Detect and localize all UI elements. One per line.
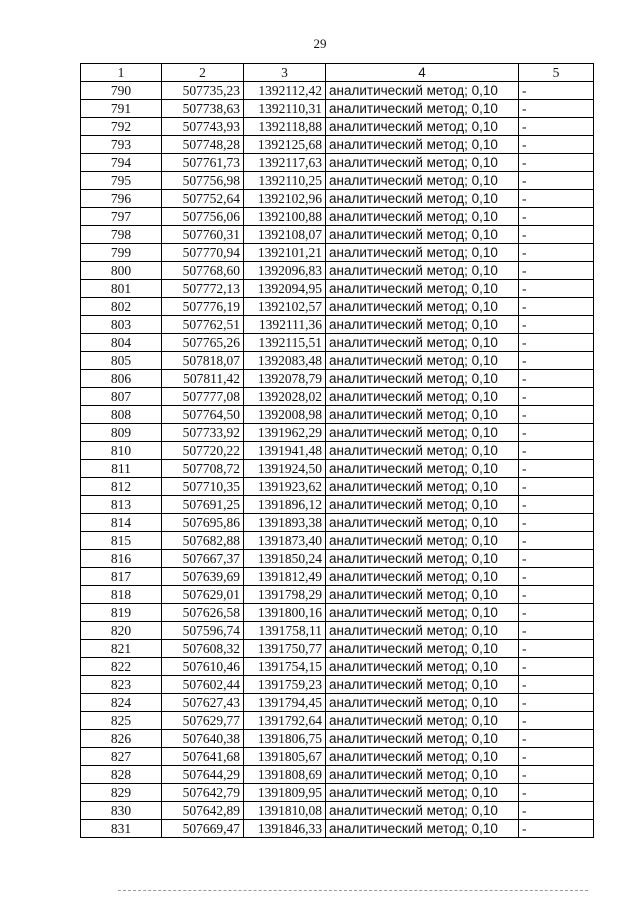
table-row bbox=[81, 748, 594, 766]
table-cell: аналитический метод; 0,10 bbox=[326, 640, 519, 658]
table-cell: аналитический метод; 0,10 bbox=[326, 568, 519, 586]
table-cell: 830 bbox=[81, 802, 162, 820]
table-cell: аналитический метод; 0,10 bbox=[326, 280, 519, 298]
table-row bbox=[81, 712, 594, 730]
table-row bbox=[81, 640, 594, 658]
table-cell: 803 bbox=[81, 316, 162, 334]
table-cell: 820 bbox=[81, 622, 162, 640]
table-row bbox=[81, 172, 594, 190]
table-cell: 1391759,23 bbox=[244, 676, 326, 694]
table-cell: 827 bbox=[81, 748, 162, 766]
table-row bbox=[81, 514, 594, 532]
table-cell: аналитический метод; 0,10 bbox=[326, 244, 519, 262]
table-row bbox=[81, 100, 594, 118]
header-cell: 5 bbox=[519, 64, 594, 82]
table-cell: 1391873,40 bbox=[244, 532, 326, 550]
table-cell: аналитический метод; 0,10 bbox=[326, 820, 519, 838]
table-cell: 507752,64 bbox=[162, 190, 244, 208]
table-cell: 804 bbox=[81, 334, 162, 352]
page-number: 29 bbox=[313, 36, 327, 51]
table-cell: аналитический метод; 0,10 bbox=[326, 172, 519, 190]
table-cell: - bbox=[519, 802, 594, 820]
table-header bbox=[81, 64, 594, 82]
table-cell: 822 bbox=[81, 658, 162, 676]
table-cell: 507682,88 bbox=[162, 532, 244, 550]
table-cell: аналитический метод; 0,10 bbox=[326, 154, 519, 172]
footer-divider bbox=[118, 890, 588, 891]
table-cell: - bbox=[519, 766, 594, 784]
table-cell: аналитический метод; 0,10 bbox=[326, 712, 519, 730]
table-cell: аналитический метод; 0,10 bbox=[326, 424, 519, 442]
table-cell: 799 bbox=[81, 244, 162, 262]
table-row bbox=[81, 658, 594, 676]
table-cell: - bbox=[519, 172, 594, 190]
table-cell: 507777,08 bbox=[162, 388, 244, 406]
table-cell: 813 bbox=[81, 496, 162, 514]
table-row bbox=[81, 262, 594, 280]
table-cell: 1392115,51 bbox=[244, 334, 326, 352]
table-cell: 825 bbox=[81, 712, 162, 730]
table-cell: - bbox=[519, 388, 594, 406]
table-cell: 507608,32 bbox=[162, 640, 244, 658]
table-row bbox=[81, 316, 594, 334]
table-row bbox=[81, 766, 594, 784]
table-cell: 1391808,69 bbox=[244, 766, 326, 784]
table-cell: - bbox=[519, 280, 594, 298]
table-cell: 507764,50 bbox=[162, 406, 244, 424]
table-cell: 1391924,50 bbox=[244, 460, 326, 478]
table-cell: 507765,26 bbox=[162, 334, 244, 352]
table-cell: 796 bbox=[81, 190, 162, 208]
table-cell: аналитический метод; 0,10 bbox=[326, 298, 519, 316]
table-row bbox=[81, 622, 594, 640]
table-cell: 507811,42 bbox=[162, 370, 244, 388]
table-cell: - bbox=[519, 568, 594, 586]
table-cell: - bbox=[519, 442, 594, 460]
table-cell: 507639,69 bbox=[162, 568, 244, 586]
table-row bbox=[81, 820, 594, 838]
table-row bbox=[81, 568, 594, 586]
table-cell: 1391850,24 bbox=[244, 550, 326, 568]
table-cell: - bbox=[519, 640, 594, 658]
table-body bbox=[81, 82, 594, 838]
table-cell: 795 bbox=[81, 172, 162, 190]
table-cell: аналитический метод; 0,10 bbox=[326, 658, 519, 676]
table-row bbox=[81, 460, 594, 478]
table-cell: - bbox=[519, 316, 594, 334]
table-cell: 809 bbox=[81, 424, 162, 442]
table-row bbox=[81, 244, 594, 262]
table-cell: 507720,22 bbox=[162, 442, 244, 460]
table-row bbox=[81, 352, 594, 370]
table-cell: - bbox=[519, 82, 594, 100]
table-cell: - bbox=[519, 208, 594, 226]
table-cell: 829 bbox=[81, 784, 162, 802]
table-cell: 507735,23 bbox=[162, 82, 244, 100]
table-row bbox=[81, 586, 594, 604]
table-cell: - bbox=[519, 352, 594, 370]
table-row bbox=[81, 424, 594, 442]
table-cell: 507642,79 bbox=[162, 784, 244, 802]
table-cell: аналитический метод; 0,10 bbox=[326, 532, 519, 550]
table-cell: - bbox=[519, 262, 594, 280]
table-cell: 507629,77 bbox=[162, 712, 244, 730]
table-cell: 808 bbox=[81, 406, 162, 424]
table-cell: 507756,06 bbox=[162, 208, 244, 226]
table-cell: 507760,31 bbox=[162, 226, 244, 244]
table-cell: 1392101,21 bbox=[244, 244, 326, 262]
table-cell: 507770,94 bbox=[162, 244, 244, 262]
table-cell: 1392111,36 bbox=[244, 316, 326, 334]
table-cell: аналитический метод; 0,10 bbox=[326, 496, 519, 514]
table-cell: 1391800,16 bbox=[244, 604, 326, 622]
table-cell: 819 bbox=[81, 604, 162, 622]
table-cell: 507602,44 bbox=[162, 676, 244, 694]
table-cell: 507708,72 bbox=[162, 460, 244, 478]
table-cell: аналитический метод; 0,10 bbox=[326, 190, 519, 208]
table-cell: 1392125,68 bbox=[244, 136, 326, 154]
table-row bbox=[81, 442, 594, 460]
table-cell: 507695,86 bbox=[162, 514, 244, 532]
table-cell: 507738,63 bbox=[162, 100, 244, 118]
table-cell: 802 bbox=[81, 298, 162, 316]
table-cell: 1392110,25 bbox=[244, 172, 326, 190]
table-row bbox=[81, 784, 594, 802]
table-cell: аналитический метод; 0,10 bbox=[326, 82, 519, 100]
table-cell: аналитический метод; 0,10 bbox=[326, 334, 519, 352]
table-row bbox=[81, 496, 594, 514]
table-cell: аналитический метод; 0,10 bbox=[326, 370, 519, 388]
table-cell: аналитический метод; 0,10 bbox=[326, 676, 519, 694]
table-cell: 507629,01 bbox=[162, 586, 244, 604]
table-cell: 1391754,15 bbox=[244, 658, 326, 676]
table-row bbox=[81, 406, 594, 424]
table-cell: 805 bbox=[81, 352, 162, 370]
table-cell: 507733,92 bbox=[162, 424, 244, 442]
table-cell: - bbox=[519, 694, 594, 712]
table-cell: 1392083,48 bbox=[244, 352, 326, 370]
table-cell: 807 bbox=[81, 388, 162, 406]
header-row bbox=[81, 64, 594, 82]
table-cell: - bbox=[519, 424, 594, 442]
table-cell: 1391758,11 bbox=[244, 622, 326, 640]
table-row bbox=[81, 226, 594, 244]
table-cell: 818 bbox=[81, 586, 162, 604]
table-cell: аналитический метод; 0,10 bbox=[326, 388, 519, 406]
table-row bbox=[81, 532, 594, 550]
table-cell: аналитический метод; 0,10 bbox=[326, 406, 519, 424]
table-cell: аналитический метод; 0,10 bbox=[326, 622, 519, 640]
table-cell: 828 bbox=[81, 766, 162, 784]
table-cell: 507626,58 bbox=[162, 604, 244, 622]
table-cell: - bbox=[519, 100, 594, 118]
table-cell: аналитический метод; 0,10 bbox=[326, 100, 519, 118]
table-cell: 1392117,63 bbox=[244, 154, 326, 172]
table-cell: 1391794,45 bbox=[244, 694, 326, 712]
table-cell: 507642,89 bbox=[162, 802, 244, 820]
table-cell: 1392094,95 bbox=[244, 280, 326, 298]
table-cell: 1392096,83 bbox=[244, 262, 326, 280]
table-cell: 507644,29 bbox=[162, 766, 244, 784]
coordinates-table bbox=[80, 63, 594, 838]
table-cell: 1391812,49 bbox=[244, 568, 326, 586]
table-cell: 1391805,67 bbox=[244, 748, 326, 766]
table-cell: 1392008,98 bbox=[244, 406, 326, 424]
table-cell: 1392112,42 bbox=[244, 82, 326, 100]
table-cell: 507772,13 bbox=[162, 280, 244, 298]
table-cell: 790 bbox=[81, 82, 162, 100]
table-cell: аналитический метод; 0,10 bbox=[326, 730, 519, 748]
table-row bbox=[81, 82, 594, 100]
table-cell: - bbox=[519, 226, 594, 244]
table-row bbox=[81, 280, 594, 298]
table-cell: аналитический метод; 0,10 bbox=[326, 442, 519, 460]
table-cell: 1391941,48 bbox=[244, 442, 326, 460]
table-row bbox=[81, 604, 594, 622]
table-cell: - bbox=[519, 658, 594, 676]
table-cell: 507710,35 bbox=[162, 478, 244, 496]
table-cell: - bbox=[519, 118, 594, 136]
table-cell: 823 bbox=[81, 676, 162, 694]
header-cell: 4 bbox=[326, 64, 519, 82]
table-cell: - bbox=[519, 298, 594, 316]
table-cell: 821 bbox=[81, 640, 162, 658]
table-cell: - bbox=[519, 784, 594, 802]
table-cell: аналитический метод; 0,10 bbox=[326, 550, 519, 568]
table-cell: 800 bbox=[81, 262, 162, 280]
table-cell: 1392110,31 bbox=[244, 100, 326, 118]
table-cell: аналитический метод; 0,10 bbox=[326, 802, 519, 820]
table-cell: аналитический метод; 0,10 bbox=[326, 586, 519, 604]
table-cell: 817 bbox=[81, 568, 162, 586]
table-cell: 507627,43 bbox=[162, 694, 244, 712]
table-cell: - bbox=[519, 136, 594, 154]
table-cell: 1391806,75 bbox=[244, 730, 326, 748]
table-row bbox=[81, 676, 594, 694]
table-cell: 1392102,57 bbox=[244, 298, 326, 316]
table-cell: аналитический метод; 0,10 bbox=[326, 748, 519, 766]
table-row bbox=[81, 298, 594, 316]
table-cell: - bbox=[519, 820, 594, 838]
table-cell: аналитический метод; 0,10 bbox=[326, 136, 519, 154]
table-cell: 794 bbox=[81, 154, 162, 172]
table-cell: аналитический метод; 0,10 bbox=[326, 352, 519, 370]
table-row bbox=[81, 190, 594, 208]
table-cell: аналитический метод; 0,10 bbox=[326, 262, 519, 280]
table-cell: 810 bbox=[81, 442, 162, 460]
table-cell: 507761,73 bbox=[162, 154, 244, 172]
table-cell: 507640,38 bbox=[162, 730, 244, 748]
table-cell: аналитический метод; 0,10 bbox=[326, 694, 519, 712]
table-row bbox=[81, 802, 594, 820]
table-row bbox=[81, 550, 594, 568]
table-cell: аналитический метод; 0,10 bbox=[326, 478, 519, 496]
table-cell: 1392100,88 bbox=[244, 208, 326, 226]
table-cell: 814 bbox=[81, 514, 162, 532]
table-row bbox=[81, 154, 594, 172]
table-cell: аналитический метод; 0,10 bbox=[326, 784, 519, 802]
header-cell: 3 bbox=[244, 64, 326, 82]
table-cell: 815 bbox=[81, 532, 162, 550]
table-cell: - bbox=[519, 460, 594, 478]
table-row bbox=[81, 370, 594, 388]
table-cell: - bbox=[519, 676, 594, 694]
table-cell: 507762,51 bbox=[162, 316, 244, 334]
table-cell: 1391750,77 bbox=[244, 640, 326, 658]
table-cell: 1392102,96 bbox=[244, 190, 326, 208]
table-row bbox=[81, 136, 594, 154]
table-cell: 1392078,79 bbox=[244, 370, 326, 388]
table-row bbox=[81, 334, 594, 352]
table-cell: 811 bbox=[81, 460, 162, 478]
table-cell: 507748,28 bbox=[162, 136, 244, 154]
table-cell: аналитический метод; 0,10 bbox=[326, 604, 519, 622]
table-cell: 1391896,12 bbox=[244, 496, 326, 514]
table-cell: 801 bbox=[81, 280, 162, 298]
table-cell: - bbox=[519, 370, 594, 388]
table-cell: - bbox=[519, 514, 594, 532]
table-cell: 812 bbox=[81, 478, 162, 496]
table-cell: - bbox=[519, 496, 594, 514]
table-cell: - bbox=[519, 532, 594, 550]
table-cell: 507641,68 bbox=[162, 748, 244, 766]
table-cell: 507610,46 bbox=[162, 658, 244, 676]
table-row bbox=[81, 118, 594, 136]
table-cell: 792 bbox=[81, 118, 162, 136]
table-cell: 1392108,07 bbox=[244, 226, 326, 244]
table-cell: 1392118,88 bbox=[244, 118, 326, 136]
table-cell: 831 bbox=[81, 820, 162, 838]
table-cell: 806 bbox=[81, 370, 162, 388]
table-row bbox=[81, 388, 594, 406]
table-cell: - bbox=[519, 748, 594, 766]
table-row bbox=[81, 694, 594, 712]
table-cell: - bbox=[519, 604, 594, 622]
table-cell: 507756,98 bbox=[162, 172, 244, 190]
table-cell: - bbox=[519, 154, 594, 172]
table-cell: 507768,60 bbox=[162, 262, 244, 280]
table-cell: 791 bbox=[81, 100, 162, 118]
table-row bbox=[81, 478, 594, 496]
table-cell: 1391792,64 bbox=[244, 712, 326, 730]
table-cell: 507691,25 bbox=[162, 496, 244, 514]
table-cell: 1391923,62 bbox=[244, 478, 326, 496]
table-cell: 1391809,95 bbox=[244, 784, 326, 802]
table-row bbox=[81, 730, 594, 748]
table-cell: 793 bbox=[81, 136, 162, 154]
header-cell: 1 bbox=[81, 64, 162, 82]
table-cell: 1391962,29 bbox=[244, 424, 326, 442]
table-cell: - bbox=[519, 586, 594, 604]
table-cell: 1391893,38 bbox=[244, 514, 326, 532]
table-cell: 507776,19 bbox=[162, 298, 244, 316]
table-cell: аналитический метод; 0,10 bbox=[326, 316, 519, 334]
table-cell: - bbox=[519, 622, 594, 640]
table-cell: 826 bbox=[81, 730, 162, 748]
table-cell: 507596,74 bbox=[162, 622, 244, 640]
header-cell: 2 bbox=[162, 64, 244, 82]
table-cell: - bbox=[519, 712, 594, 730]
table-cell: 507818,07 bbox=[162, 352, 244, 370]
table-cell: 824 bbox=[81, 694, 162, 712]
table-cell: аналитический метод; 0,10 bbox=[326, 208, 519, 226]
table-cell: аналитический метод; 0,10 bbox=[326, 226, 519, 244]
table-cell: 1391810,08 bbox=[244, 802, 326, 820]
table-cell: 507669,47 bbox=[162, 820, 244, 838]
table-cell: - bbox=[519, 478, 594, 496]
table-cell: - bbox=[519, 334, 594, 352]
table-cell: 507743,93 bbox=[162, 118, 244, 136]
table-cell: - bbox=[519, 406, 594, 424]
table-cell: - bbox=[519, 244, 594, 262]
table-cell: - bbox=[519, 730, 594, 748]
table-cell: аналитический метод; 0,10 bbox=[326, 514, 519, 532]
table-cell: 798 bbox=[81, 226, 162, 244]
table-cell: 797 bbox=[81, 208, 162, 226]
table-cell: - bbox=[519, 190, 594, 208]
table-cell: 816 bbox=[81, 550, 162, 568]
table-cell: аналитический метод; 0,10 bbox=[326, 118, 519, 136]
table-cell: - bbox=[519, 550, 594, 568]
table-cell: 1391798,29 bbox=[244, 586, 326, 604]
table-cell: аналитический метод; 0,10 bbox=[326, 460, 519, 478]
table-row bbox=[81, 208, 594, 226]
table-cell: 1391846,33 bbox=[244, 820, 326, 838]
table-cell: 1392028,02 bbox=[244, 388, 326, 406]
table-cell: 507667,37 bbox=[162, 550, 244, 568]
table-cell: аналитический метод; 0,10 bbox=[326, 766, 519, 784]
